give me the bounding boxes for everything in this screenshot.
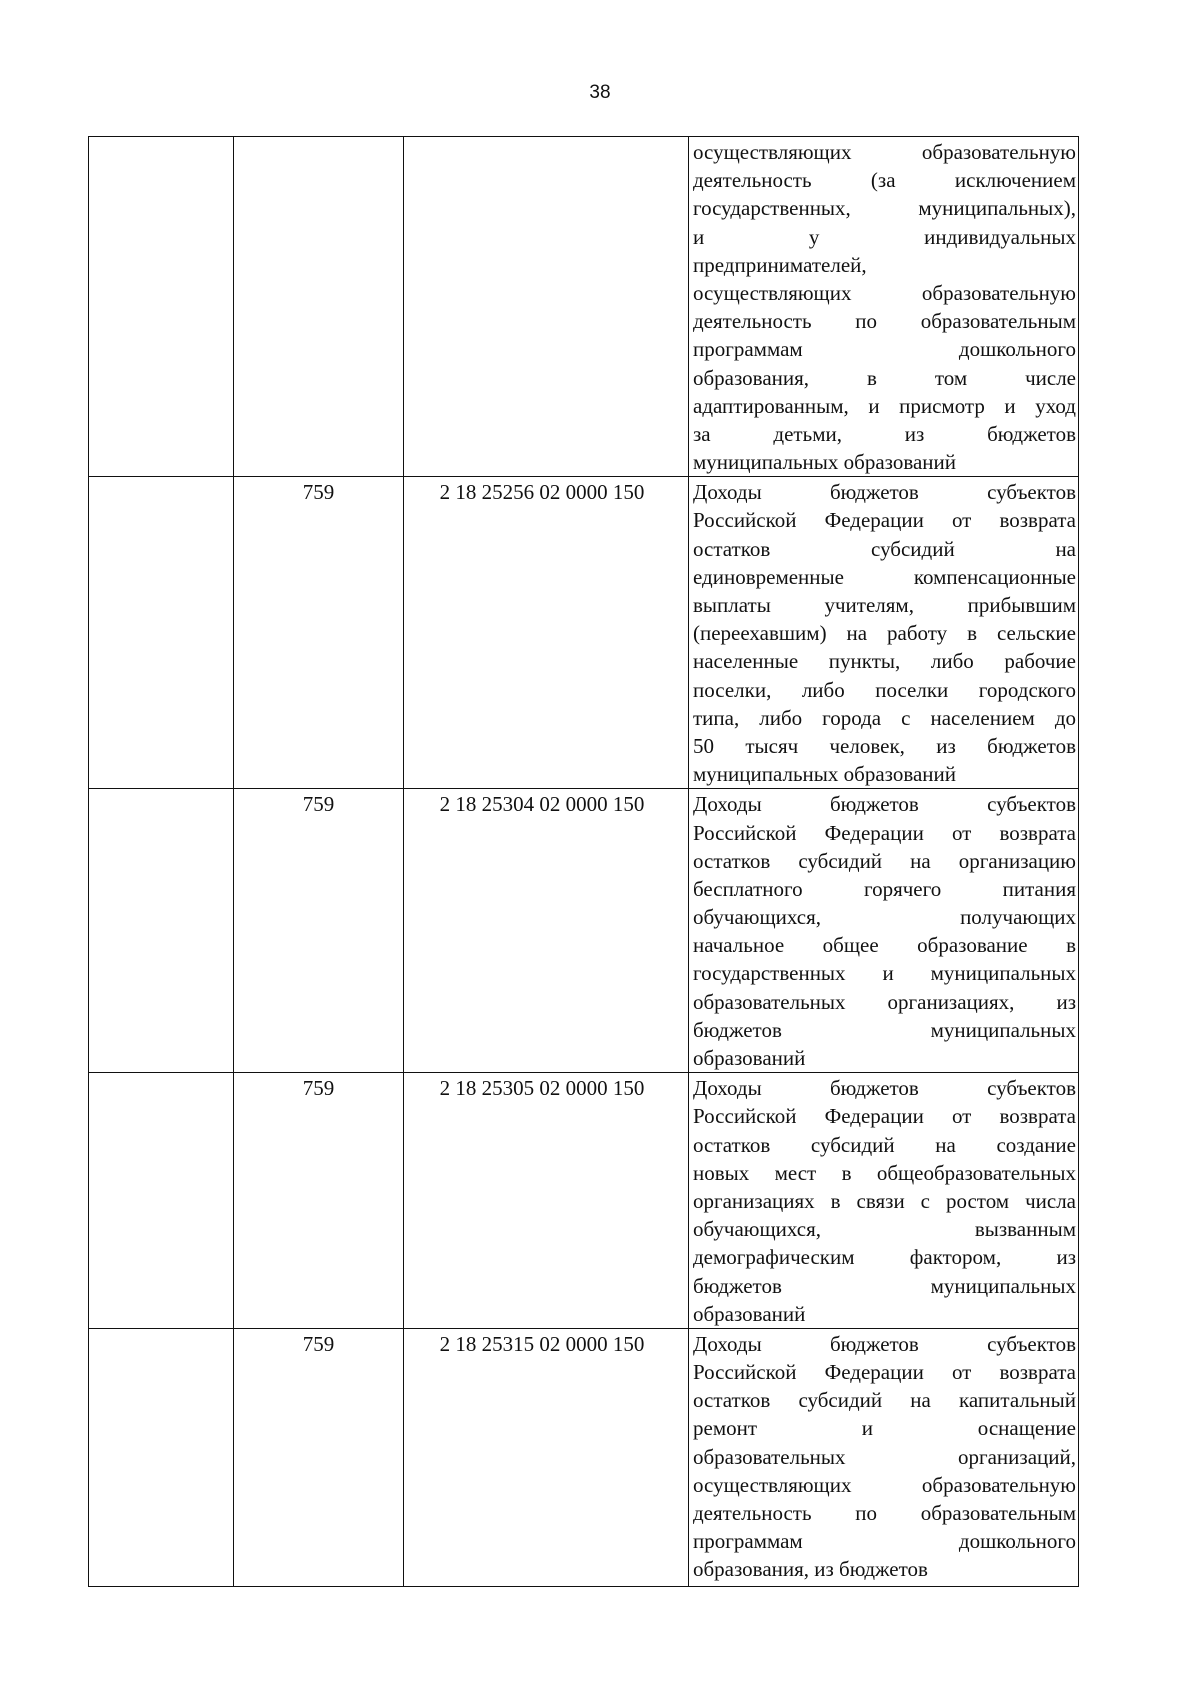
revenue-name-line: обучающихся, вызванным	[693, 1217, 1076, 1242]
revenue-name-line: программам дошкольного	[693, 1529, 1076, 1554]
table-row	[89, 1073, 1079, 1329]
revenue-name-line: за детьми, из бюджетов	[693, 421, 1076, 446]
revenue-name-line: Российской Федерации от возврата	[693, 1104, 1076, 1129]
table-body	[89, 137, 1079, 1587]
revenue-name-line: образования, в том числе	[693, 365, 1076, 390]
revenue-name-line: образований	[693, 1301, 806, 1326]
revenue-name-line: организациях в связи с ростом числа	[693, 1188, 1076, 1213]
revenue-name-line: единовременные компенсационные	[693, 564, 1076, 589]
revenue-name-line: программам дошкольного	[693, 337, 1076, 362]
revenue-name-line: образования, из бюджетов	[693, 1557, 928, 1582]
revenue-name-line: деятельность (за исключением	[693, 168, 1076, 193]
admin-code-cell: 759	[234, 789, 404, 1073]
revenue-name-line: Доходы бюджетов субъектов	[693, 792, 1076, 817]
revenue-name-line: типа, либо города с населением до	[693, 705, 1076, 730]
revenue-name-line: остатков субсидий на создание	[693, 1132, 1076, 1157]
admin-code-cell: 759	[234, 1073, 404, 1329]
table-row	[89, 789, 1079, 1073]
revenue-name-line: Российской Федерации от возврата	[693, 1360, 1076, 1385]
revenue-name-line: муниципальных образований	[693, 450, 956, 475]
revenue-name-line: остатков субсидий на организацию	[693, 848, 1076, 873]
revenue-name-line: деятельность по образовательным	[693, 1501, 1076, 1525]
revenue-name-line: предпринимателей,	[693, 252, 867, 277]
revenue-name-line: осуществляющих образовательную	[693, 280, 1076, 305]
revenue-name-line: обучающихся, получающих	[693, 905, 1076, 930]
revenue-name-line: адаптированным, и присмотр и уход	[693, 393, 1076, 418]
revenue-name-line: 50 тысяч человек, из бюджетов	[693, 733, 1076, 758]
revenue-name-cell	[689, 477, 1079, 789]
admin-code-cell: 759	[234, 477, 404, 789]
revenue-codes-table	[88, 136, 1079, 1587]
budget-code-cell	[404, 137, 689, 477]
table-row	[89, 137, 1079, 477]
admin-code-cell: 759	[234, 1328, 404, 1586]
budget-code-cell: 2 18 25256 02 0000 150	[404, 477, 689, 789]
empty-cell	[89, 789, 234, 1073]
revenue-name-line: Российской Федерации от возврата	[693, 508, 1076, 533]
table-row	[89, 477, 1079, 789]
revenue-name-line: осуществляющих образовательную	[693, 140, 1076, 164]
revenue-name-cell	[689, 1328, 1079, 1586]
admin-code-cell	[234, 137, 404, 477]
revenue-name-line: государственных, муниципальных),	[693, 196, 1076, 221]
revenue-name-cell	[689, 789, 1079, 1073]
page-number: 38	[589, 82, 611, 103]
budget-code-cell: 2 18 25304 02 0000 150	[404, 789, 689, 1073]
revenue-name-line: поселки, либо поселки городского	[693, 677, 1076, 702]
revenue-name-line: Российской Федерации от возврата	[693, 820, 1076, 845]
revenue-name-line: выплаты учителям, прибывшим	[693, 593, 1076, 617]
revenue-name-line: бесплатного горячего питания	[693, 876, 1076, 901]
revenue-name-line: Доходы бюджетов субъектов	[693, 1076, 1076, 1101]
revenue-name-line: населенные пункты, либо рабочие	[693, 649, 1076, 674]
revenue-name-line: муниципальных образований	[693, 762, 956, 787]
table-row	[89, 1328, 1079, 1586]
revenue-name-line: ремонт и оснащение	[693, 1416, 1076, 1441]
revenue-name-line: начальное общее образование в	[693, 933, 1076, 958]
budget-code-cell: 2 18 25305 02 0000 150	[404, 1073, 689, 1329]
revenue-name-line: Доходы бюджетов субъектов	[693, 480, 1076, 505]
empty-cell	[89, 1073, 234, 1329]
revenue-name-line: образовательных организаций,	[693, 1444, 1076, 1469]
revenue-name-cell	[689, 1073, 1079, 1329]
revenue-name-line: государственных и муниципальных	[693, 961, 1076, 986]
revenue-name-line: бюджетов муниципальных	[693, 1017, 1076, 1042]
revenue-name-line: демографическим фактором, из	[693, 1245, 1076, 1270]
revenue-name-line: образовательных организациях, из	[693, 989, 1076, 1014]
revenue-name-line: Доходы бюджетов субъектов	[693, 1331, 1076, 1356]
empty-cell	[89, 1328, 234, 1586]
revenue-name-line: новых мест в общеобразовательных	[693, 1160, 1076, 1185]
empty-cell	[89, 477, 234, 789]
revenue-name-line: остатков субсидий на капитальный	[693, 1388, 1076, 1413]
revenue-name-line: деятельность по образовательным	[693, 309, 1076, 334]
revenue-name-line: (переехавшим) на работу в сельские	[693, 621, 1076, 646]
revenue-name-line: остатков субсидий на	[693, 536, 1076, 561]
revenue-name-cell	[689, 137, 1079, 477]
empty-cell	[89, 137, 234, 477]
revenue-name-line: и у индивидуальных	[693, 224, 1076, 249]
revenue-name-line: осуществляющих образовательную	[693, 1472, 1076, 1497]
budget-code-cell: 2 18 25315 02 0000 150	[404, 1328, 689, 1586]
revenue-name-line: бюджетов муниципальных	[693, 1273, 1076, 1298]
revenue-name-line: образований	[693, 1046, 806, 1070]
